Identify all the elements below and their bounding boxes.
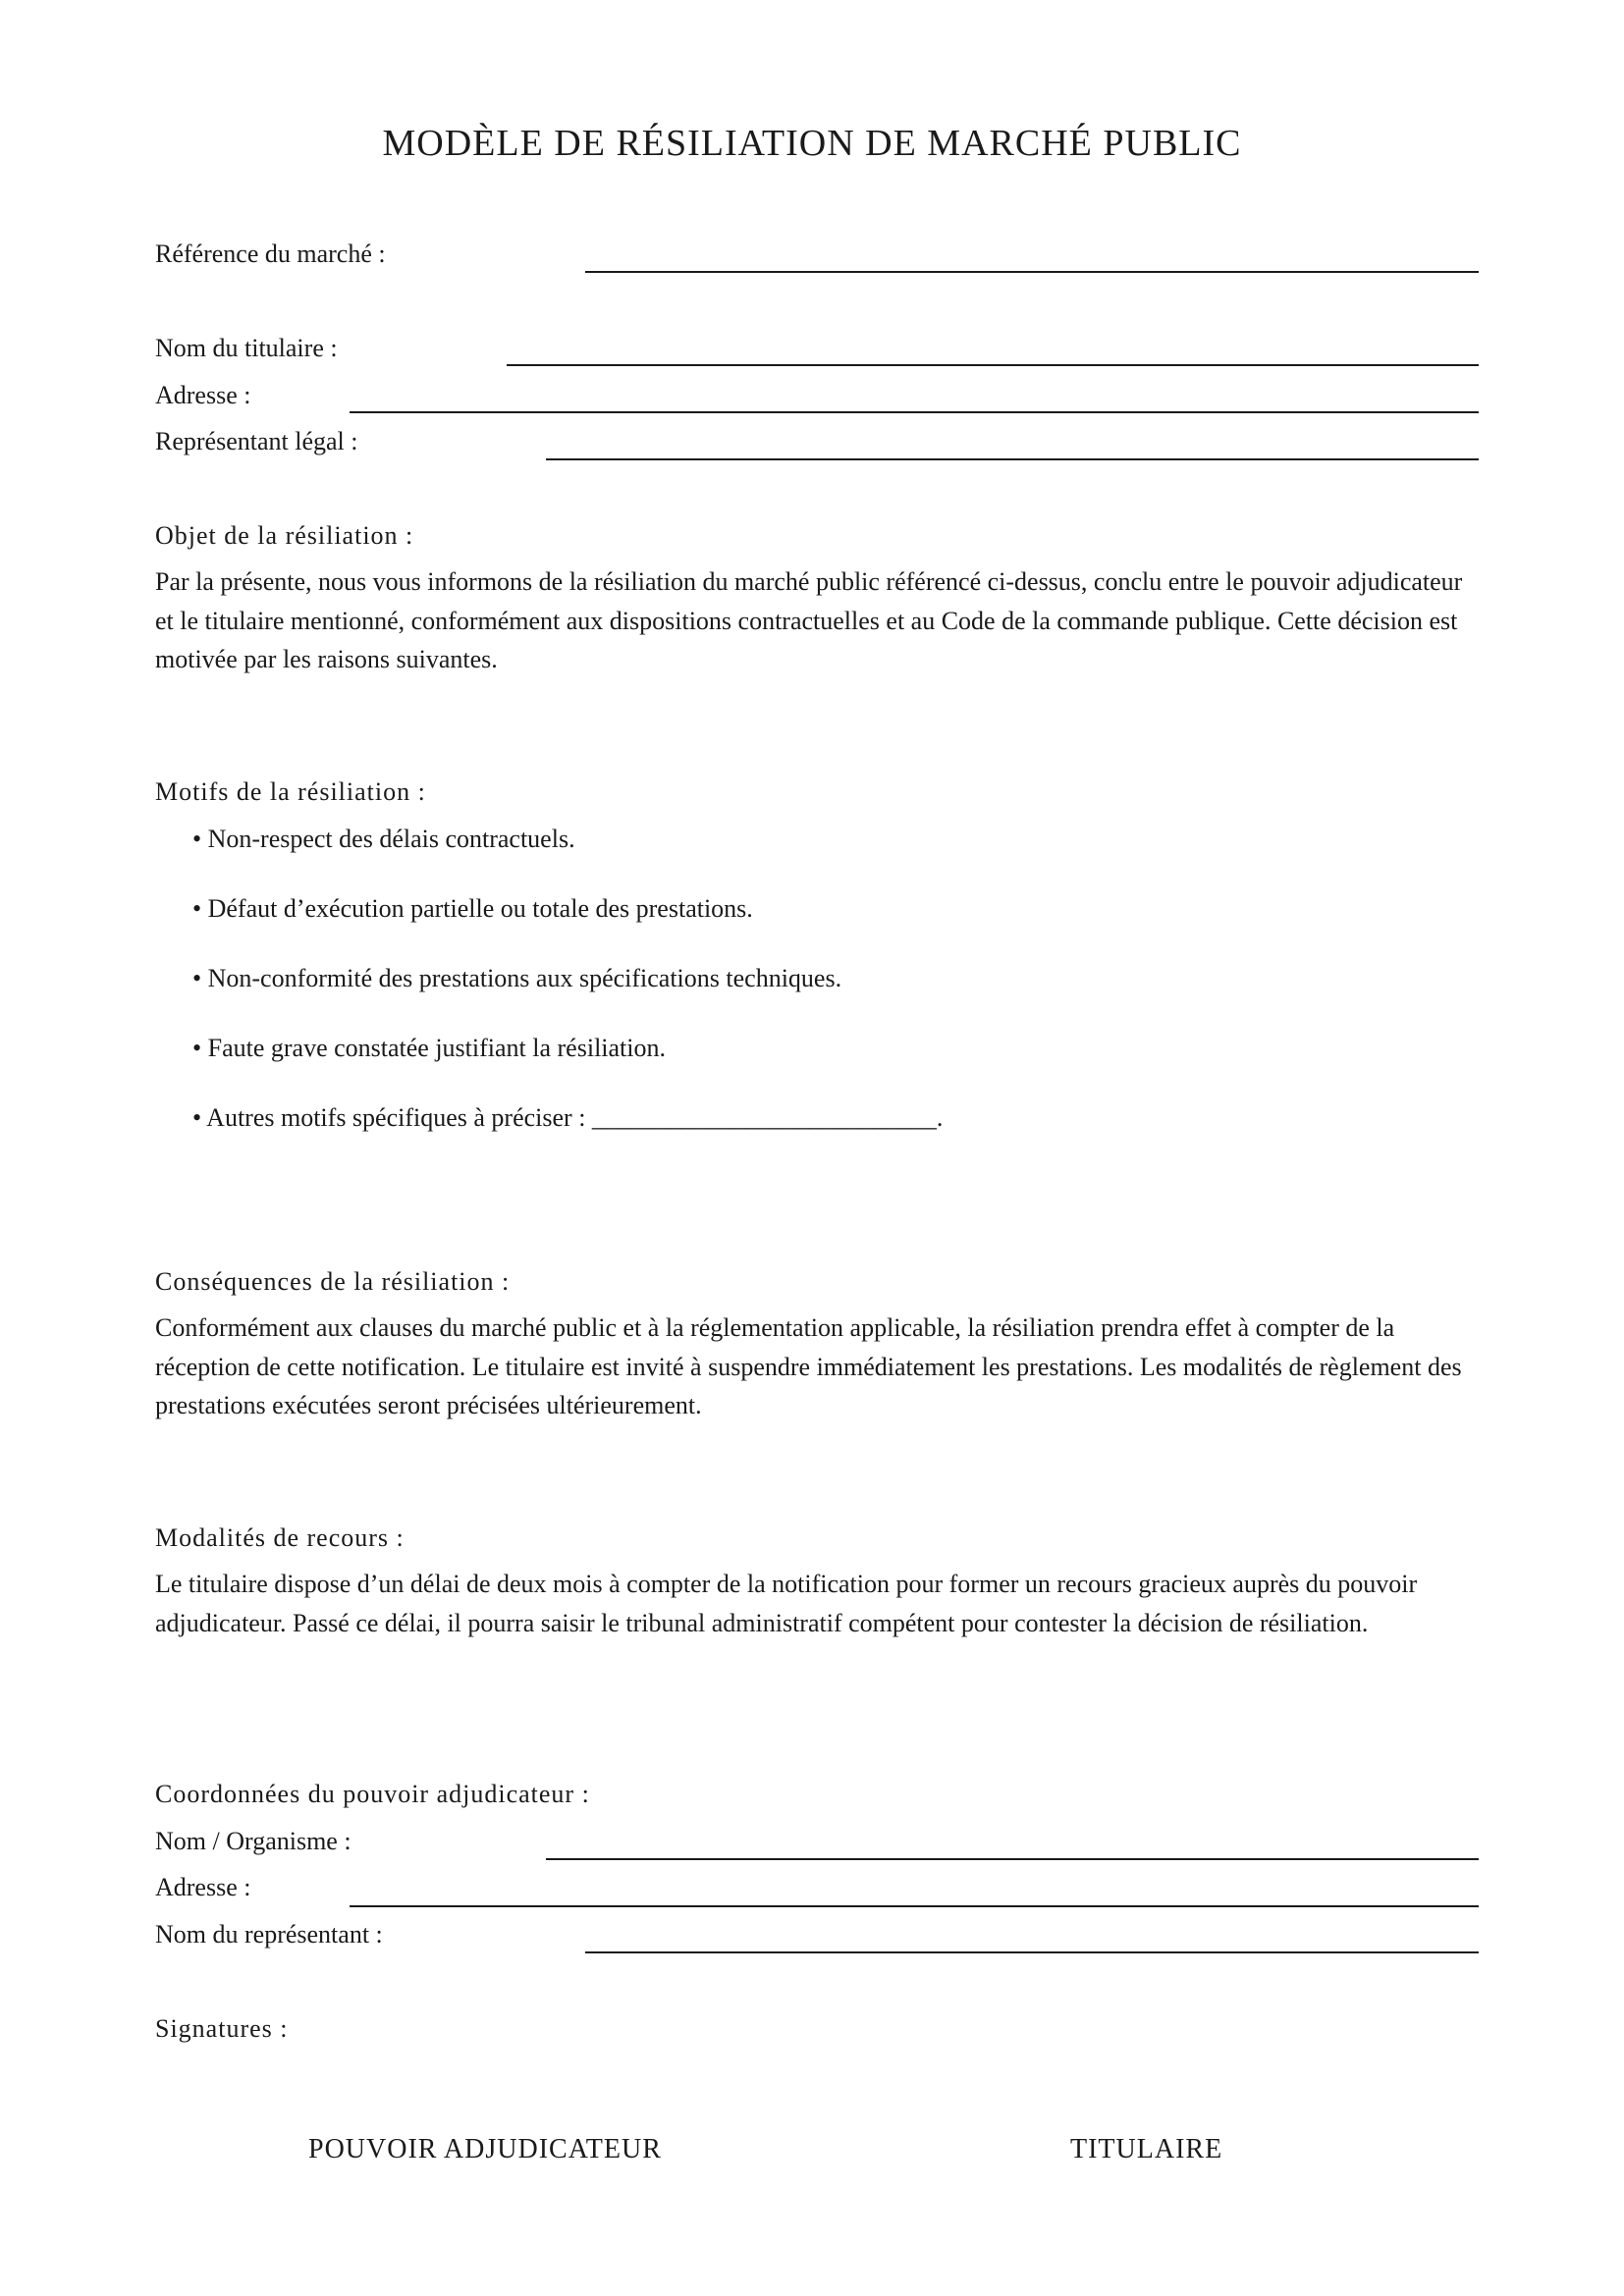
coordonnees-adresse-label: Adresse : (155, 1873, 251, 1901)
titulaire-representant-label: Représentant légal : (155, 427, 358, 455)
recours-heading: Modalités de recours : (155, 1523, 405, 1552)
titulaire-nom-field-line[interactable] (507, 364, 1479, 366)
document-title: MODÈLE DE RÉSILIATION DE MARCHÉ PUBLIC (382, 123, 1242, 164)
coordonnees-adresse-field-line[interactable] (350, 1905, 1479, 1907)
motifs-heading: Motifs de la résiliation : (155, 777, 426, 806)
coordonnees-heading: Coordonnées du pouvoir adjudicateur : (155, 1780, 590, 1808)
titulaire-adresse-field-line[interactable] (350, 411, 1479, 413)
motif-item: • Non-respect des délais contractuels. (192, 825, 575, 853)
signature-titulaire: TITULAIRE (1070, 2134, 1223, 2164)
coordonnees-representant-label: Nom du représentant : (155, 1920, 383, 1949)
titulaire-nom-label: Nom du titulaire : (155, 334, 338, 362)
reference-label: Référence du marché : (155, 240, 386, 268)
signatures-heading: Signatures : (155, 2014, 289, 2043)
recours-paragraph: Le titulaire dispose d’un délai de deux mois à compter de la notification pour former un recours gracieux auprès du pouvoir adjudicateur. Passé ce délai, il pourra saisir le tribunal administratif compétent pour contester la décision de résiliation. (155, 1570, 1418, 1637)
motif-item: • Non-conformité des prestations aux spécifications techniques. (192, 964, 842, 992)
motif-item: • Faute grave constatée justifiant la résiliation. (192, 1034, 667, 1062)
coordonnees-nom-label: Nom / Organisme : (155, 1827, 352, 1855)
consequences-heading: Conséquences de la résiliation : (155, 1267, 511, 1296)
objet-heading: Objet de la résiliation : (155, 521, 414, 550)
motif-item-autres: • Autres motifs spécifiques à préciser : ___________________________. (192, 1103, 944, 1132)
titulaire-adresse-label: Adresse : (155, 381, 251, 409)
motif-item: • Défaut d’exécution partielle ou totale des prestations. (192, 894, 753, 923)
consequences-paragraph: Conformément aux clauses du marché public et à la réglementation applicable, la résiliation prendra effet à compter de la réception de cette notification. Le titulaire est invité à suspendre immédiatement les prestations. Les modalités de règlement des prestations exécutées seront précisées ultérieurement. (155, 1313, 1462, 1419)
coordonnees-nom-field-line[interactable] (546, 1858, 1479, 1860)
signature-pouvoir-adjudicateur: POUVOIR ADJUDICATEUR (308, 2134, 662, 2164)
reference-field-line[interactable] (585, 271, 1479, 273)
objet-paragraph: Par la présente, nous vous informons de la résiliation du marché public référencé ci-dessus, conclu entre le pouvoir adjudicateur et le titulaire mentionné, conformément aux dispositions contractuelles et au Code de la commande publique. Cette décision est motivée par les raisons suivantes. (155, 567, 1463, 673)
titulaire-representant-field-line[interactable] (546, 458, 1479, 460)
coordonnees-representant-field-line[interactable] (585, 1951, 1479, 1953)
